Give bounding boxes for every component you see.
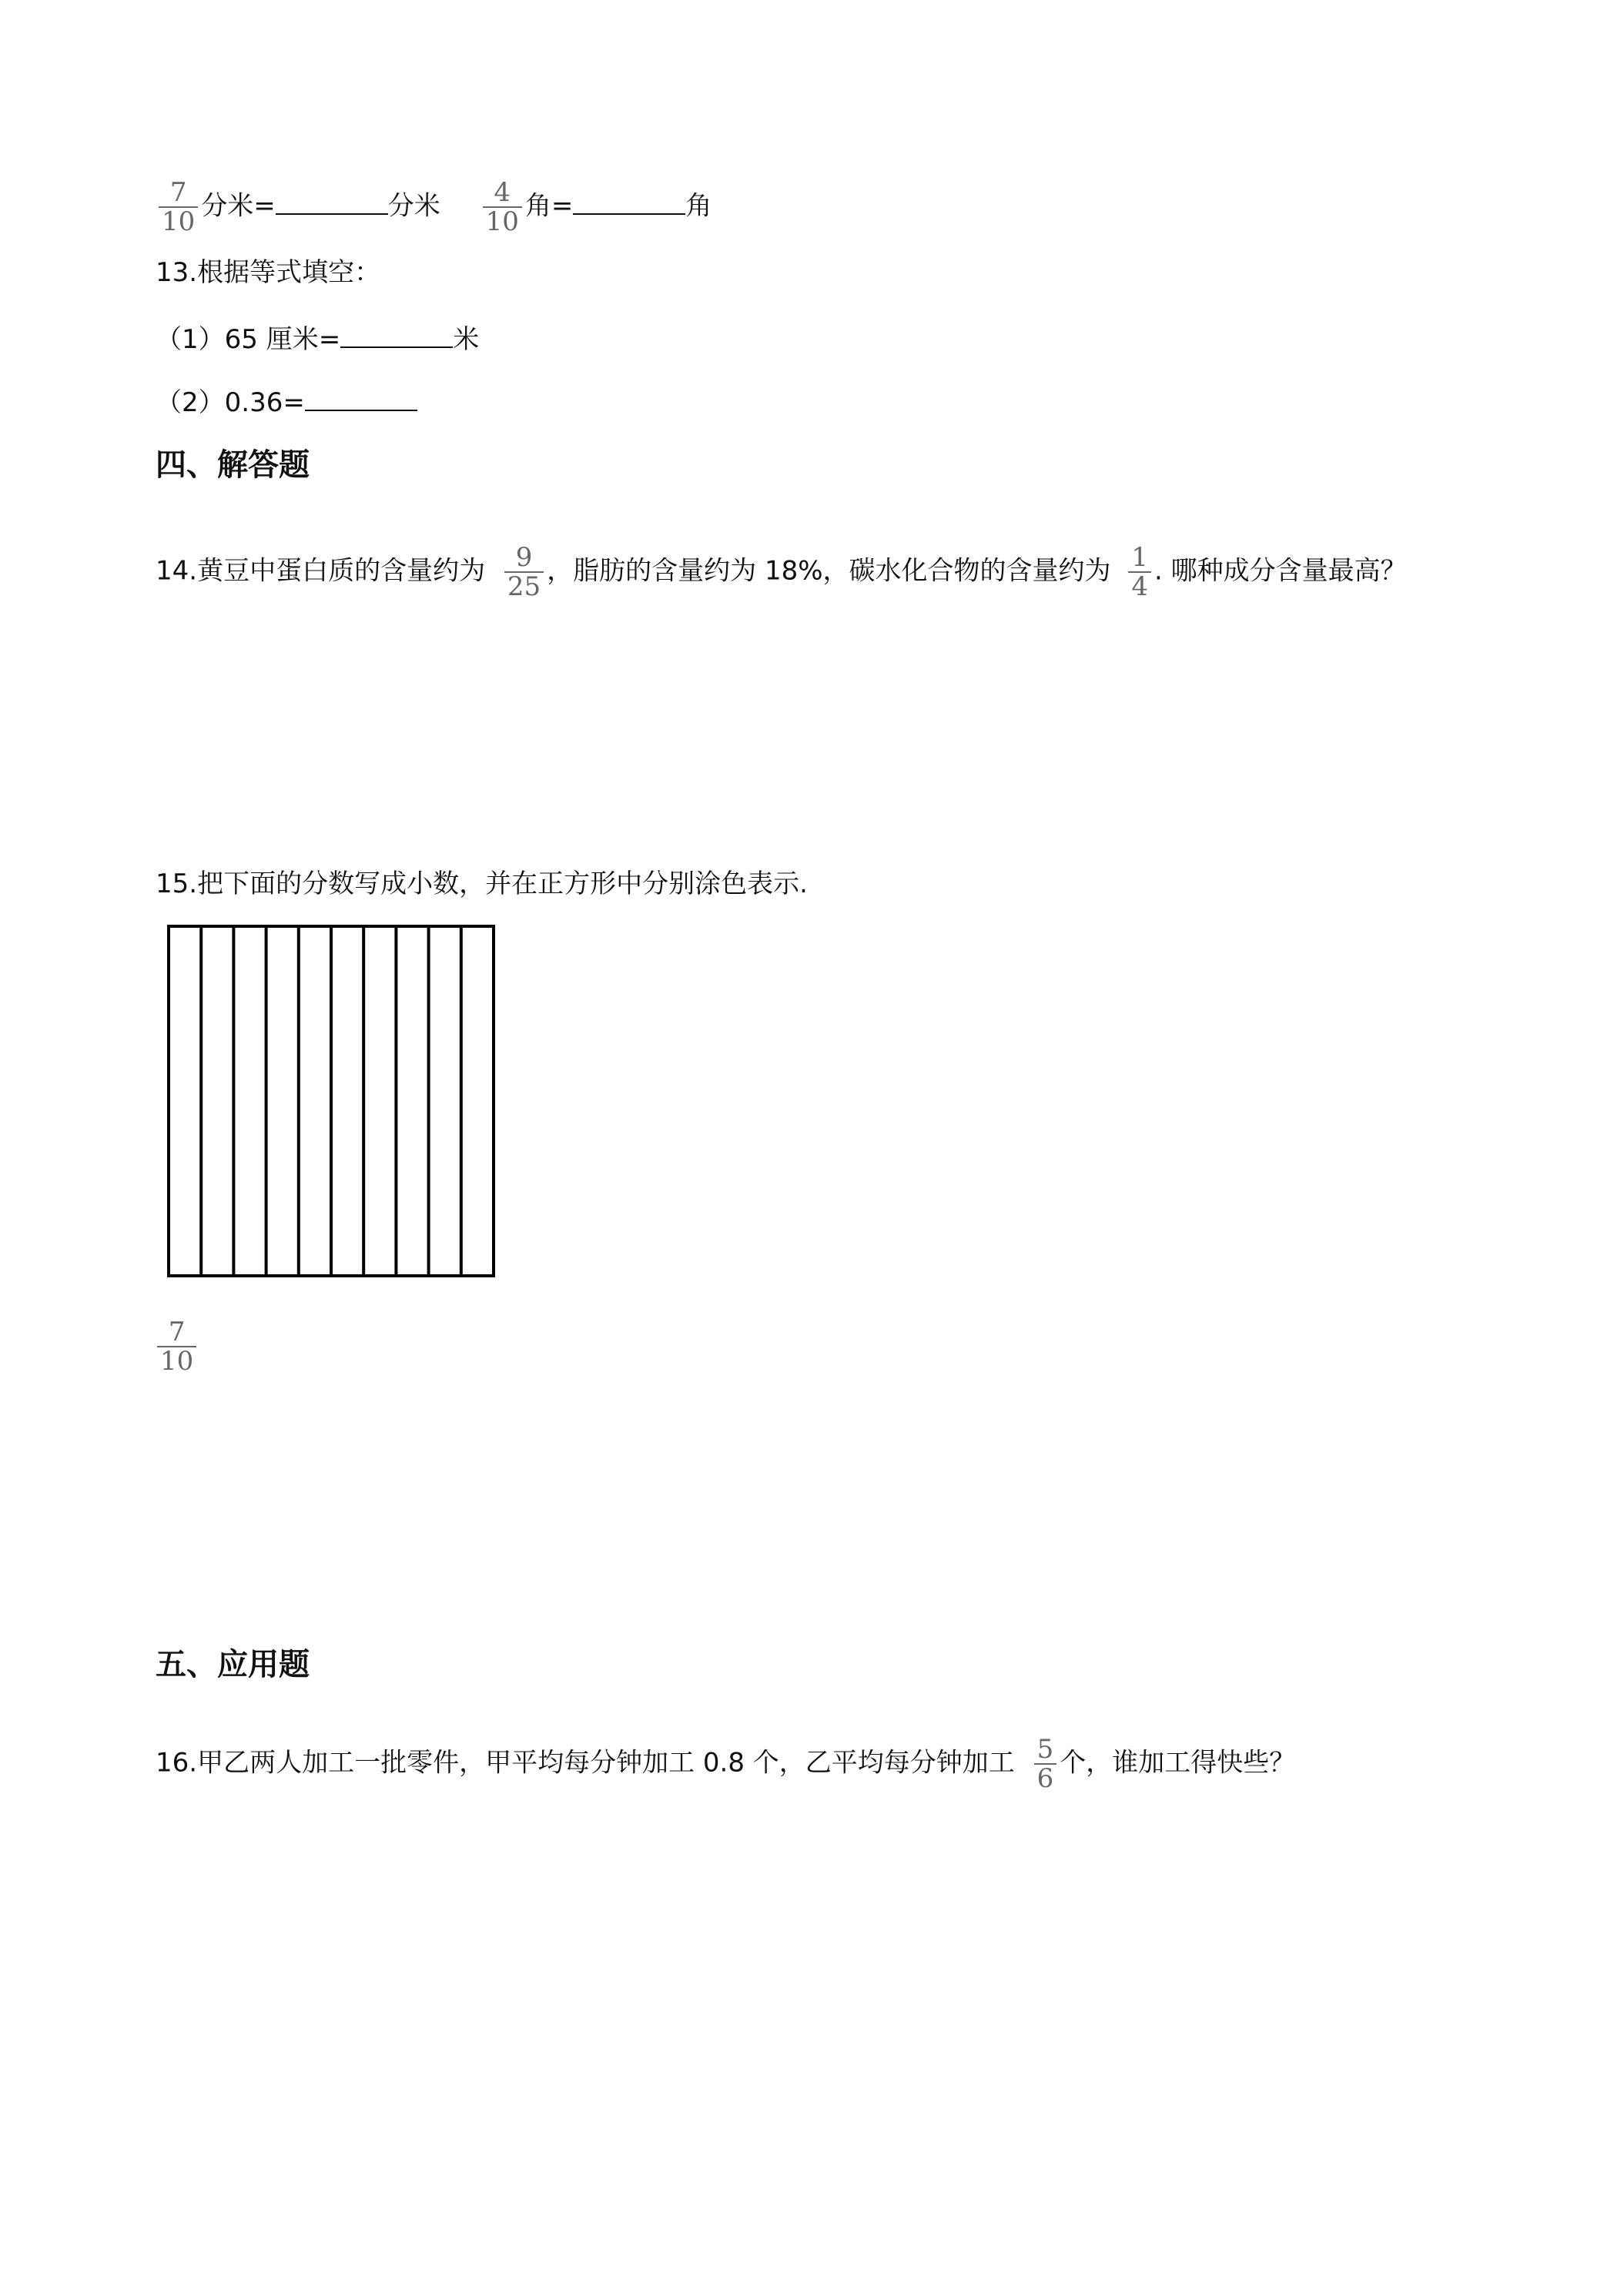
fraction-4-10: [483, 179, 522, 236]
fraction-5-6: [1034, 1735, 1057, 1792]
question-text: 14.黄豆中蛋白质的含量约为: [156, 555, 486, 587]
denominator: 10: [162, 206, 196, 237]
answer-blank[interactable]: [340, 323, 453, 348]
q13-title: 13.根据等式填空：: [156, 257, 381, 288]
denominator: 6: [1036, 1763, 1054, 1794]
denominator: 4: [1131, 571, 1148, 602]
section-5-title: 五、应用题: [156, 1647, 310, 1682]
section-4-title: 四、解答题: [156, 447, 310, 483]
denominator: 25: [507, 571, 541, 602]
q16-question: [156, 1735, 1295, 1792]
unit-text: 分米: [387, 190, 440, 222]
ten-column-square-grid[interactable]: [167, 925, 495, 1277]
item-suffix: 米: [453, 324, 480, 355]
question-text: 个，谁加工得快些？: [1060, 1747, 1296, 1779]
item-prefix: （2）0.36=: [156, 387, 305, 418]
denominator: 10: [160, 1346, 194, 1377]
question-text: ，脂肪的含量约为 18%，碳水化合物的含量约为: [547, 555, 1111, 587]
numerator: 1: [1131, 542, 1148, 573]
numerator: 7: [169, 177, 187, 208]
fraction-1-4: [1128, 544, 1151, 601]
fraction-7-10: [159, 179, 198, 236]
fraction-9-25: [504, 544, 544, 601]
answer-blank[interactable]: [573, 190, 685, 215]
answer-blank[interactable]: [305, 387, 417, 411]
denominator: 10: [485, 206, 519, 237]
numerator: 9: [515, 542, 533, 573]
numerator: 4: [494, 177, 511, 208]
numerator: 5: [1036, 1734, 1054, 1765]
answer-blank[interactable]: [276, 190, 388, 215]
q13-item-2: [156, 387, 417, 418]
fraction-7-10: [157, 1318, 196, 1375]
item-prefix: （1）65 厘米=: [156, 324, 341, 355]
unit-text: 角=: [524, 190, 574, 222]
q12-line: [156, 179, 712, 236]
question-text: . 哪种成分含量最高？: [1154, 555, 1407, 587]
numerator: 7: [168, 1317, 186, 1347]
question-text: 16.甲乙两人加工一批零件，甲平均每分钟加工 0.8 个，乙平均每分钟加工: [156, 1747, 1015, 1779]
q15-question: 15.把下面的分数写成小数，并在正方形中分别涂色表示.: [156, 869, 808, 899]
unit-text: 分米=: [201, 190, 276, 222]
unit-text: 角: [685, 190, 712, 222]
q14-question: [156, 544, 1407, 601]
q13-item-1: [156, 323, 479, 355]
